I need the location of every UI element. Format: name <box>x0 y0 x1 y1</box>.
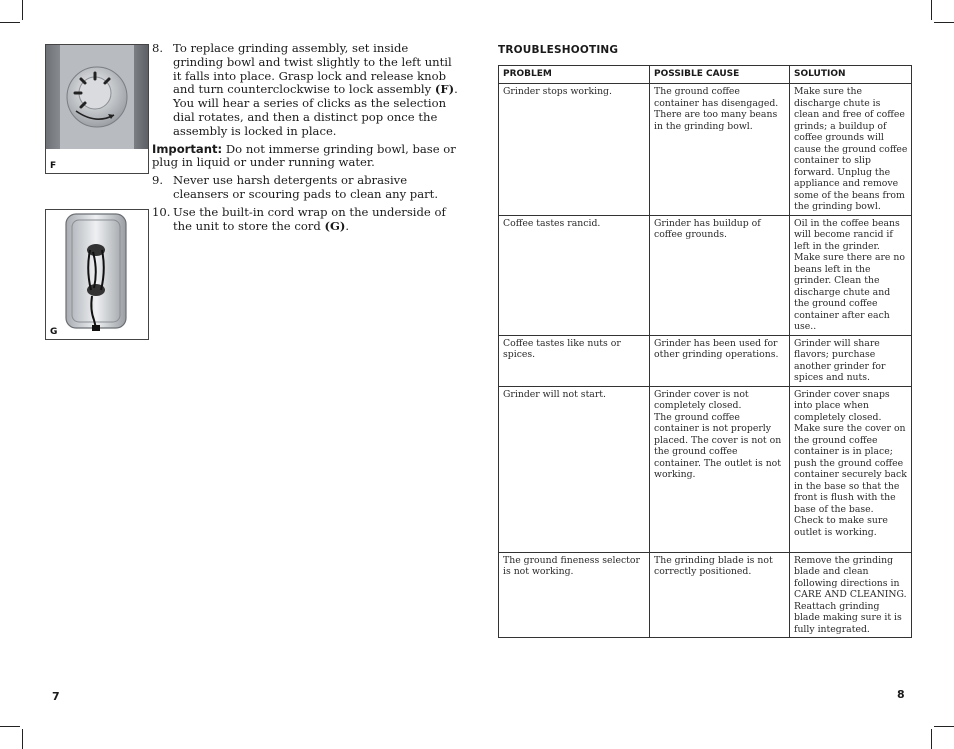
table-row <box>499 386 912 552</box>
step-8 <box>152 42 458 139</box>
column-header-cause: POSSIBLE CAUSE <box>650 66 790 84</box>
table-row <box>499 335 912 386</box>
troubleshooting-table <box>498 65 912 638</box>
crop-mark <box>22 729 23 749</box>
crop-mark <box>931 729 932 749</box>
solution-line: Grinder cover snaps into place when completely closed. <box>794 388 890 423</box>
important-text: Do not immerse grinding bowl, base or plug in liquid or under running water. <box>152 141 456 170</box>
solution-cell <box>790 552 912 638</box>
grinder-lock-illustration <box>46 45 148 173</box>
step-10-text: Use the built-in cord wrap on the underside of the unit to store the cord <box>173 204 446 233</box>
figure-g <box>45 209 149 340</box>
problem-cell: The ground fineness selector is not working. <box>499 552 650 638</box>
step-9-number: 9. <box>152 173 164 188</box>
step-9-text: Never use harsh detergents or abrasive cleansers or scouring pads to clean any part. <box>173 173 439 201</box>
solution-line: Remove the grinding blade and clean following directions in CARE AND CLEANING. Reattach grinding blade making sure it is fully integrated. <box>794 554 907 635</box>
crop-mark <box>931 0 932 20</box>
figure-f-label: F <box>50 161 57 171</box>
solution-cell <box>790 84 912 216</box>
troubleshooting-title: TROUBLESHOOTING <box>498 44 619 56</box>
cause-line: The grinding blade is not correctly positioned. <box>654 554 773 577</box>
cause-cell <box>650 215 790 335</box>
cause-cell <box>650 335 790 386</box>
problem-cell: Coffee tastes like nuts or spices. <box>499 335 650 386</box>
solution-line: Grinder will share flavors; purchase another grinder for spices and nuts. <box>794 337 886 383</box>
table-header-row <box>499 66 912 84</box>
table-row <box>499 84 912 216</box>
cause-line: Grinder cover is not completely closed. <box>654 388 749 411</box>
cause-cell <box>650 386 790 552</box>
page-number-left: 7 <box>52 690 60 703</box>
cord-wrap-illustration <box>46 210 148 339</box>
cause-cell <box>650 84 790 216</box>
step-10-text-end: . <box>345 218 350 233</box>
page-number-right: 8 <box>897 688 905 701</box>
figure-g-label: G <box>50 327 58 337</box>
solution-cell <box>790 335 912 386</box>
instructions-column <box>152 42 458 237</box>
cause-line: Grinder has buildup of coffee grounds. <box>654 217 761 240</box>
important-label: Important: <box>152 141 223 156</box>
solution-line: Oil in the coffee beans will become rancid if left in the grinder. Make sure there are no beans left in the grinder. Clean the discharge chute and the ground coffee container after each use.. <box>794 217 905 332</box>
step-10-figure-ref: (G) <box>324 218 346 233</box>
solution-line: Check to make sure outlet is working. <box>794 515 888 538</box>
crop-mark <box>934 22 954 23</box>
step-8-text-end: . You will hear a series of clicks as the selection dial rotates, and then a distinct pop once the assembly is locked in place. <box>173 82 458 138</box>
step-8-figure-ref: (F) <box>434 82 455 97</box>
solution-cell <box>790 215 912 335</box>
column-header-problem: PROBLEM <box>499 66 650 84</box>
step-8-number: 8. <box>152 41 164 55</box>
cause-line: Grinder has been used for other grinding operations. <box>654 337 779 360</box>
step-10 <box>152 206 458 234</box>
crop-mark <box>22 0 23 20</box>
step-9 <box>152 174 458 202</box>
column-header-solution: SOLUTION <box>790 66 912 84</box>
figure-f <box>45 44 149 174</box>
problem-cell: Grinder will not start. <box>499 386 650 552</box>
crop-mark <box>934 726 954 727</box>
solution-line: Make sure the discharge chute is clean and free of coffee grinds; a buildup of coffee grounds will cause the ground coffee container to slip forward. Unplug the appliance and remove some of the beans from the grinding bowl. <box>794 86 908 212</box>
crop-mark <box>0 22 20 23</box>
step-8-text: To replace grinding assembly, set inside grinding bowl and twist slightly to the left until it falls into place. Grasp lock and release knob and turn counterclockwise to lock assembly <box>173 41 452 97</box>
solution-line: Make sure the cover on the ground coffee container is in place; push the ground coffee container securely back in the base so that the front is flush with the base of the base. <box>794 423 907 515</box>
problem-cell: Coffee tastes rancid. <box>499 215 650 335</box>
crop-mark <box>0 726 20 727</box>
cause-line: The ground coffee container has disengaged. <box>654 86 779 109</box>
step-10-number: 10. <box>152 204 171 219</box>
cause-line: There are too many beans in the grinding bowl. <box>654 109 778 132</box>
cause-line: The ground coffee container is not properly placed. The cover is not on the ground coffee container. The outlet is not working. <box>654 411 782 480</box>
important-note <box>152 143 458 171</box>
table-row <box>499 552 912 638</box>
table-row <box>499 215 912 335</box>
solution-cell <box>790 386 912 552</box>
problem-cell: Grinder stops working. <box>499 84 650 216</box>
cause-cell <box>650 552 790 638</box>
